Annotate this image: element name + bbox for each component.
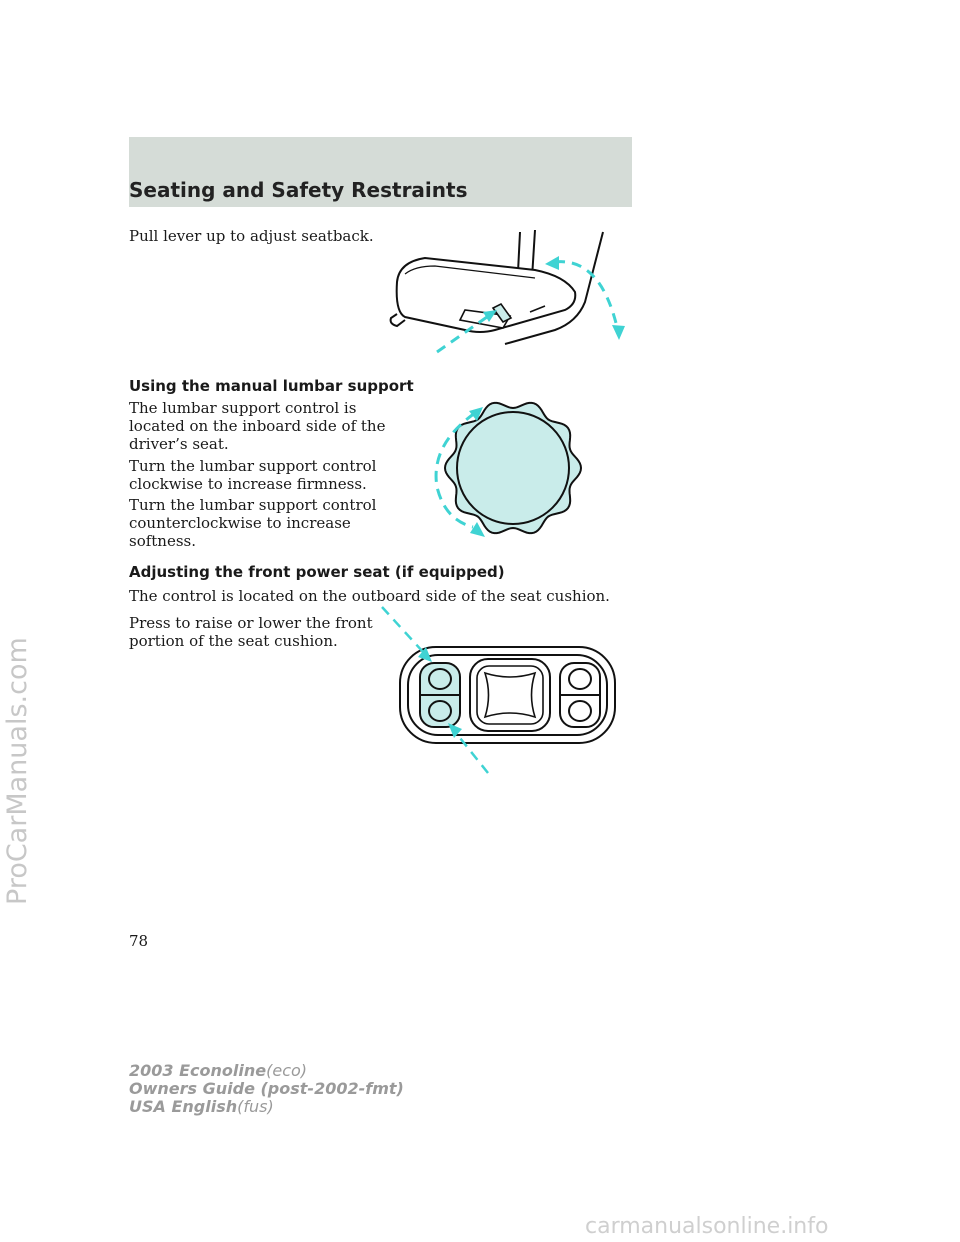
lumbar-knob-illustration xyxy=(425,395,595,545)
lumbar-paragraph-3: Turn the lumbar support control counterclockwise to increase softness. xyxy=(129,496,377,550)
page-number: 78 xyxy=(129,932,149,950)
lumbar-paragraph-2: Turn the lumbar support control clockwise to increase firmness. xyxy=(129,457,377,493)
lumbar-paragraph-1: The lumbar support control is located on the inboard side of the driver’s seat. xyxy=(129,399,386,453)
bottom-watermark: carmanualsonline.info xyxy=(585,1214,829,1239)
footer-language: USA English xyxy=(129,1097,238,1116)
document-footer xyxy=(129,1062,404,1116)
section-title: Seating and Safety Restraints xyxy=(129,178,468,202)
power-seat-heading: Adjusting the front power seat (if equipped) xyxy=(129,563,505,581)
footer-line-2: Owners Guide (post-2002-fmt) xyxy=(129,1079,404,1098)
footer-language-code: (fus) xyxy=(237,1097,274,1116)
power-seat-control-illustration xyxy=(380,605,625,775)
footer-line-1 xyxy=(129,1062,404,1080)
footer-line-3 xyxy=(129,1098,404,1116)
seatback-lever-illustration xyxy=(385,222,630,357)
seatback-text: Pull lever up to adjust seatback. xyxy=(129,227,374,245)
footer-model: 2003 Econoline xyxy=(129,1061,267,1080)
power-seat-paragraph-1: The control is located on the outboard side of the seat cushion. xyxy=(129,587,610,605)
lumbar-heading: Using the manual lumbar support xyxy=(129,377,414,395)
power-seat-paragraph-2: Press to raise or lower the front portion of the seat cushion. xyxy=(129,614,373,650)
footer-model-code: (eco) xyxy=(266,1061,308,1080)
